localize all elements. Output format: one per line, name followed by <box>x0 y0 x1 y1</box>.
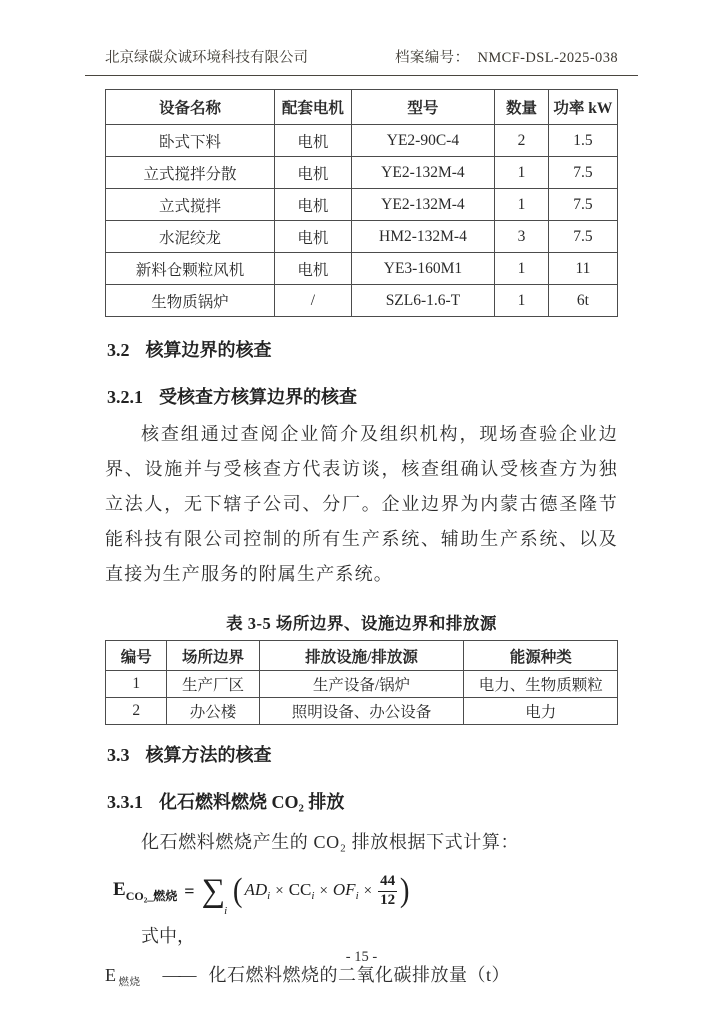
table-cell: 立式搅拌 <box>106 189 275 221</box>
table-cell: 电力 <box>464 698 618 725</box>
symbol-base: E <box>105 965 117 985</box>
table-row <box>106 125 618 157</box>
company-name: 北京绿碳众诚环境科技有限公司 <box>105 50 308 66</box>
section-title: 核算方法的核查 <box>145 745 272 765</box>
section-title: 核算边界的核查 <box>145 340 272 360</box>
column-header: 编号 <box>106 641 167 671</box>
close-paren: ) <box>399 872 410 909</box>
formula-lhs-base: E <box>113 878 126 900</box>
table-header-row <box>106 90 618 125</box>
fraction-44-12: $\frac{44}{12}$ <box>380 873 396 908</box>
table-cell: 照明设备、办公设备 <box>259 698 464 725</box>
section-heading-3-2 <box>107 336 638 362</box>
table-cell: 新料仓颗粒风机 <box>106 253 275 285</box>
equipment-table <box>105 89 618 317</box>
definition-dash: —— <box>162 965 195 985</box>
table-row <box>106 671 618 698</box>
section-number: 3.2.1 <box>107 387 143 407</box>
table-cell: 生产设备/锅炉 <box>259 671 464 698</box>
summation-symbol <box>201 872 229 917</box>
sigma-glyph: ∑ <box>201 872 226 909</box>
table-cell: 1 <box>495 285 549 317</box>
symbol-subscript: 燃烧 <box>118 977 141 988</box>
table-cell: 1 <box>495 189 549 221</box>
table-cell: YE2-90C-4 <box>351 125 494 157</box>
table-cell: 7.5 <box>548 189 617 221</box>
multiply-sign: × <box>275 882 284 899</box>
table-row <box>106 698 618 725</box>
table-cell: 2 <box>495 125 549 157</box>
open-paren: ( <box>233 872 243 909</box>
table-row <box>106 253 618 285</box>
table-cell: 电力、生物质颗粒 <box>464 671 618 698</box>
table-cell: 1 <box>106 671 167 698</box>
formula-lhs <box>113 879 177 904</box>
table-cell: 卧式下料 <box>106 125 275 157</box>
section-heading-3-3-1 <box>107 788 638 814</box>
table-cell: 电机 <box>274 157 351 189</box>
table-cell: 电机 <box>274 221 351 253</box>
table-cell: 11 <box>548 253 617 285</box>
formula-term-cc: $CC_i$ <box>288 880 315 902</box>
table-cell: YE2-132M-4 <box>351 157 494 189</box>
where-label: 式中， <box>141 926 195 946</box>
table-row <box>106 221 618 253</box>
column-header: 型号 <box>351 90 494 125</box>
column-header: 数量 <box>495 90 549 125</box>
section-title: 受核查方核算边界的核查 <box>159 387 357 407</box>
table-cell: 7.5 <box>548 157 617 189</box>
formula-intro: 化石燃料燃烧产生的 CO₂ 排放根据下式计算： <box>141 832 520 852</box>
column-header: 配套电机 <box>274 90 351 125</box>
table-cell: 电机 <box>274 253 351 285</box>
table-cell: 生产厂区 <box>167 671 259 698</box>
archive-number-label: 档案编号： <box>394 50 470 66</box>
column-header: 功率 kW <box>548 90 617 125</box>
section-heading-3-3 <box>107 741 638 767</box>
table-row <box>106 157 618 189</box>
boundary-table <box>105 640 618 725</box>
page-header <box>85 46 638 76</box>
table-cell: 电机 <box>274 189 351 221</box>
boundary-paragraph: 核查组通过查阅企业简介及组织机构，现场查验企业边界、设施并与受核查方代表访谈，核查组确认受核查方为独立法人，无下辖子公司、分厂。企业边界为内蒙古德圣隆节能科技有限公司控制的所有生产系统、辅助生产系统、以及直接为生产服务的附属生产系统。 <box>105 424 618 584</box>
section-number: 3.3 <box>107 745 130 765</box>
table-row <box>106 189 618 221</box>
table-cell: 6t <box>548 285 617 317</box>
table-cell: YE2-132M-4 <box>351 189 494 221</box>
page-number: - 15 - <box>345 949 378 965</box>
archive-number-value: NMCF-DSL-2025-038 <box>477 50 618 66</box>
co2-combustion-formula <box>113 868 638 917</box>
table-cell: 1 <box>495 157 549 189</box>
section-heading-3-2-1 <box>107 383 638 409</box>
multiply-sign: × <box>319 882 328 899</box>
table-cell: 办公楼 <box>167 698 259 725</box>
multiply-sign: × <box>363 882 373 899</box>
column-header: 设备名称 <box>106 90 275 125</box>
definition-text: 化石燃料燃烧的二氧化碳排放量（t） <box>208 965 510 985</box>
table-cell: 立式搅拌分散 <box>106 157 275 189</box>
table-cell: 2 <box>106 698 167 725</box>
boundary-table-caption: 表 3-5 场所边界、设施边界和排放源 <box>226 614 497 633</box>
table-cell: 电机 <box>274 125 351 157</box>
equals-sign: = <box>184 880 195 901</box>
table-cell: HM2-132M-4 <box>351 221 494 253</box>
table-cell: 生物质锅炉 <box>106 285 275 317</box>
formula-lhs-subscript: CO₂_燃烧 <box>125 888 178 903</box>
table-cell: 水泥绞龙 <box>106 221 275 253</box>
table-header-row <box>106 641 618 671</box>
section-title: 化石燃料燃烧 CO₂ 排放 <box>159 792 345 812</box>
column-header: 场所边界 <box>167 641 259 671</box>
table-cell: 7.5 <box>548 221 617 253</box>
section-number: 3.2 <box>107 340 130 360</box>
table-cell: / <box>274 285 351 317</box>
table-cell: 1 <box>495 253 549 285</box>
formula-term-ad: $AD_i$ <box>244 880 271 902</box>
column-header: 排放设施/排放源 <box>259 641 464 671</box>
table-cell: 1.5 <box>548 125 617 157</box>
column-header: 能源种类 <box>464 641 618 671</box>
table-cell: SZL6-1.6-T <box>351 285 494 317</box>
table-cell: 3 <box>495 221 549 253</box>
table-row <box>106 285 618 317</box>
section-number: 3.3.1 <box>107 792 143 812</box>
summation-index: i <box>224 904 228 917</box>
formula-term-of: $OF_i$ <box>332 880 359 902</box>
archive-number-block <box>395 46 618 67</box>
table-cell: YE3-160M1 <box>351 253 494 285</box>
